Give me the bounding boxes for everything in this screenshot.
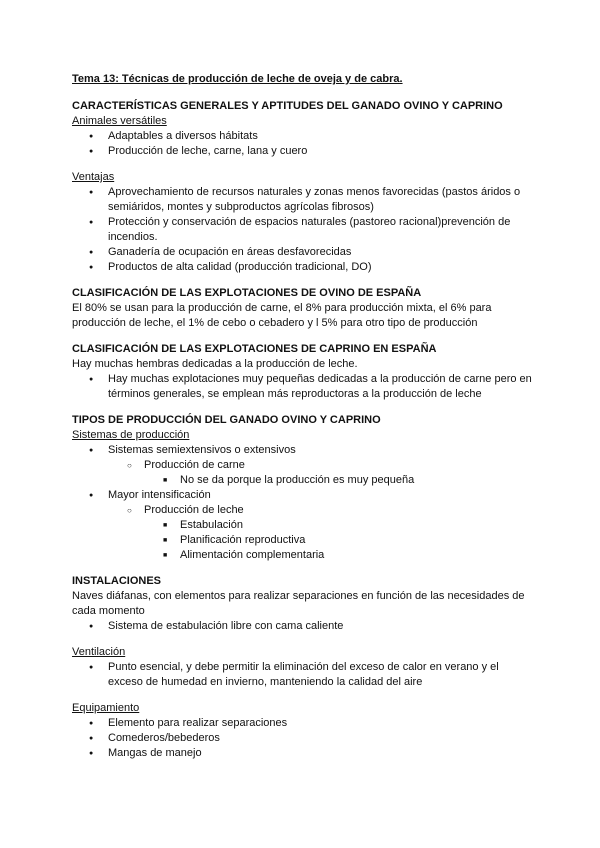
list-caprino xyxy=(72,372,532,402)
paragraph-instalaciones: Naves diáfanas, con elementos para realizar separaciones en función de las necesidades de cada momento xyxy=(72,590,525,617)
list-item: ● Sistema de estabulación libre con cama caliente xyxy=(72,619,532,634)
subheading-animales-versatiles: Animales versátiles xyxy=(72,115,167,127)
list-item: ● Productos de alta calidad (producción tradicional, DO) xyxy=(72,260,532,275)
list-item: ● Mangas de manejo xyxy=(72,746,532,761)
subheading-equipamiento: Equipamiento xyxy=(72,702,140,714)
document-title: Tema 13: Técnicas de producción de leche de oveja y de cabra. xyxy=(72,73,403,85)
list-item: ● Elemento para realizar separaciones xyxy=(72,716,532,731)
list-item: ● Comederos/bebederos xyxy=(72,731,532,746)
list-item: ■ Estabulación xyxy=(72,518,532,533)
list-item: ● Mayor intensificación xyxy=(72,488,532,503)
list-item: ■ Alimentación complementaria xyxy=(72,548,532,563)
list-animales-versatiles xyxy=(72,129,532,159)
list-sistemas-produccion xyxy=(72,443,532,563)
list-item: ● Producción de leche, carne, lana y cuero xyxy=(72,144,532,159)
paragraph-caprino: Hay muchas hembras dedicadas a la producción de leche. xyxy=(72,358,358,370)
list-item: ■ No se da porque la producción es muy pequeña xyxy=(72,473,532,488)
list-instalaciones xyxy=(72,619,532,634)
list-item: ■ Planificación reproductiva xyxy=(72,533,532,548)
subheading-sistemas-produccion: Sistemas de producción xyxy=(72,429,190,441)
section-heading-ovino: CLASIFICACIÓN DE LAS EXPLOTACIONES DE OVINO DE ESPAÑA xyxy=(72,287,422,299)
subheading-ventilacion: Ventilación xyxy=(72,646,126,658)
list-item: ● Protección y conservación de espacios naturales (pastoreo racional)prevención de incendios. xyxy=(72,215,532,245)
section-heading-caprino: CLASIFICACIÓN DE LAS EXPLOTACIONES DE CAPRINO EN ESPAÑA xyxy=(72,343,437,355)
document-page xyxy=(72,72,532,761)
list-item: ● Ganadería de ocupación en áreas desfavorecidas xyxy=(72,245,532,260)
list-item: ○ Producción de carne xyxy=(72,458,532,473)
list-item: ● Adaptables a diversos hábitats xyxy=(72,129,532,144)
list-item: ● Sistemas semiextensivos o extensivos xyxy=(72,443,532,458)
paragraph-ovino: El 80% se usan para la producción de carne, el 8% para producción mixta, el 6% para producción de leche, el 1% de cebo o cebadero y l 5% para otro tipo de producción xyxy=(72,302,492,329)
section-heading-tipos-produccion: TIPOS DE PRODUCCIÓN DEL GANADO OVINO Y CAPRINO xyxy=(72,414,381,426)
list-item: ● Punto esencial, y debe permitir la eliminación del exceso de calor en verano y el exceso de humedad en invierno, manteniendo la calidad del aire xyxy=(72,660,532,690)
subheading-ventajas: Ventajas xyxy=(72,171,115,183)
list-item: ○ Producción de leche xyxy=(72,503,532,518)
section-heading-instalaciones: INSTALACIONES xyxy=(72,575,162,587)
list-item: ● Aprovechamiento de recursos naturales y zonas menos favorecidas (pastos áridos o semiáridos, montes y subproductos agrícolas fibrosos) xyxy=(72,185,532,215)
list-ventajas xyxy=(72,185,532,275)
list-item: ● Hay muchas explotaciones muy pequeñas dedicadas a la producción de carne pero en términos generales, se emplean más reproductoras a la producción de leche xyxy=(72,372,532,402)
list-ventilacion xyxy=(72,660,532,690)
section-heading-caracteristicas: CARACTERÍSTICAS GENERALES Y APTITUDES DEL GANADO OVINO Y CAPRINO xyxy=(72,100,503,112)
list-equipamiento xyxy=(72,716,532,761)
